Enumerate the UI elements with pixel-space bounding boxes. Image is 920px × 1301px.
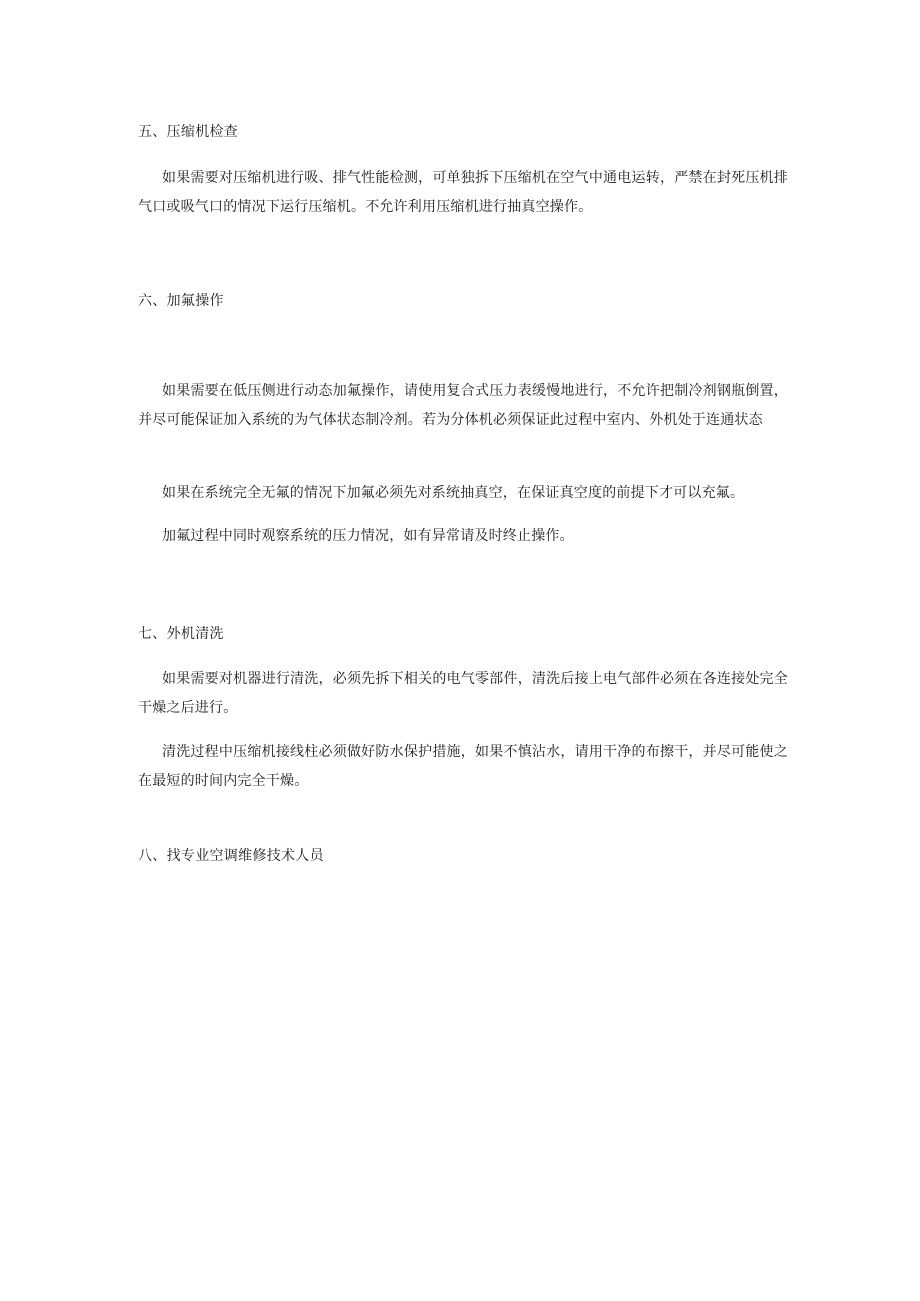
section-5-paragraph-1: 如果需要对压缩机进行吸、排气性能检测，可单独拆下压缩机在空气中通电运转，严禁在封死压机排气口或吸气口的情况下运行压缩机。不允许利用压缩机进行抽真空操作。 xyxy=(138,170,788,215)
section-7-paragraph-1: 如果需要对机器进行清洗，必须先拆下相关的电气零部件，清洗后接上电气部件必须在各连接处完全干燥之后进行。 xyxy=(138,671,788,716)
section-7-paragraph-2: 清洗过程中压缩机接线柱必须做好防水保护措施，如果不慎沾水，请用干净的布擦干，并尽可能使之在最短的时间内完全干燥。 xyxy=(138,744,788,789)
section-6-paragraph-2: 如果在系统完全无氟的情况下加氟必须先对系统抽真空，在保证真空度的前提下才可以充氟。 xyxy=(162,485,745,501)
section-7-heading: 七、外机清洗 xyxy=(138,626,224,642)
section-5-heading: 五、压缩机检查 xyxy=(138,124,239,140)
section-6-paragraph-1: 如果需要在低压侧进行动态加氟操作，请使用复合式压力表缓慢地进行，不允许把制冷剂钢瓶倒置，并尽可能保证加入系统的为气体状态制冷剂。若为分体机必须保证此过程中室内、外机处于连通状态 xyxy=(138,383,788,428)
section-6-heading: 六、加氟操作 xyxy=(138,293,224,309)
section-8-heading: 八、找专业空调维修技术人员 xyxy=(138,848,324,864)
section-6-paragraph-3: 加氟过程中同时观察系统的压力情况，如有异常请及时终止操作。 xyxy=(162,528,574,544)
